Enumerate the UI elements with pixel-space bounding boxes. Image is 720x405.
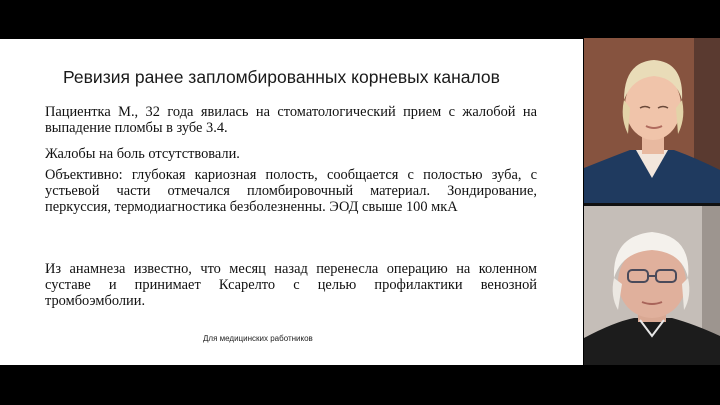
slide-paragraph-objective: Объективно: глубокая кариозная полость, сообщается с полостью зуба, с устьевой части отмечался пломбировочный материал. Зондирование, перкуссия, термодиагностика безболезненны. ЭОД свыше 100 мкА	[45, 167, 537, 215]
slide-footnote: Для медицинских работников	[203, 334, 313, 343]
presentation-slide	[0, 39, 583, 365]
participant-avatar-icon	[584, 38, 720, 203]
slide-paragraph-anamnesis: Из анамнеза известно, что месяц назад перенесла операцию на коленном суставе и принимает Ксарелто с целью профилактики венозной тромбоэмболии.	[45, 261, 537, 309]
participant-video-2[interactable]	[584, 206, 720, 365]
slide-paragraph-pain: Жалобы на боль отсутствовали.	[45, 146, 240, 162]
slide-title: Ревизия ранее запломбированных корневых каналов	[63, 67, 500, 87]
slide-paragraph-complaint: Пациентка М., 32 года явилась на стоматологический прием с жалобой на выпадение пломбы в зубе 3.4.	[45, 104, 537, 136]
participant-avatar-icon	[584, 206, 720, 365]
participant-video-1[interactable]	[584, 38, 720, 203]
